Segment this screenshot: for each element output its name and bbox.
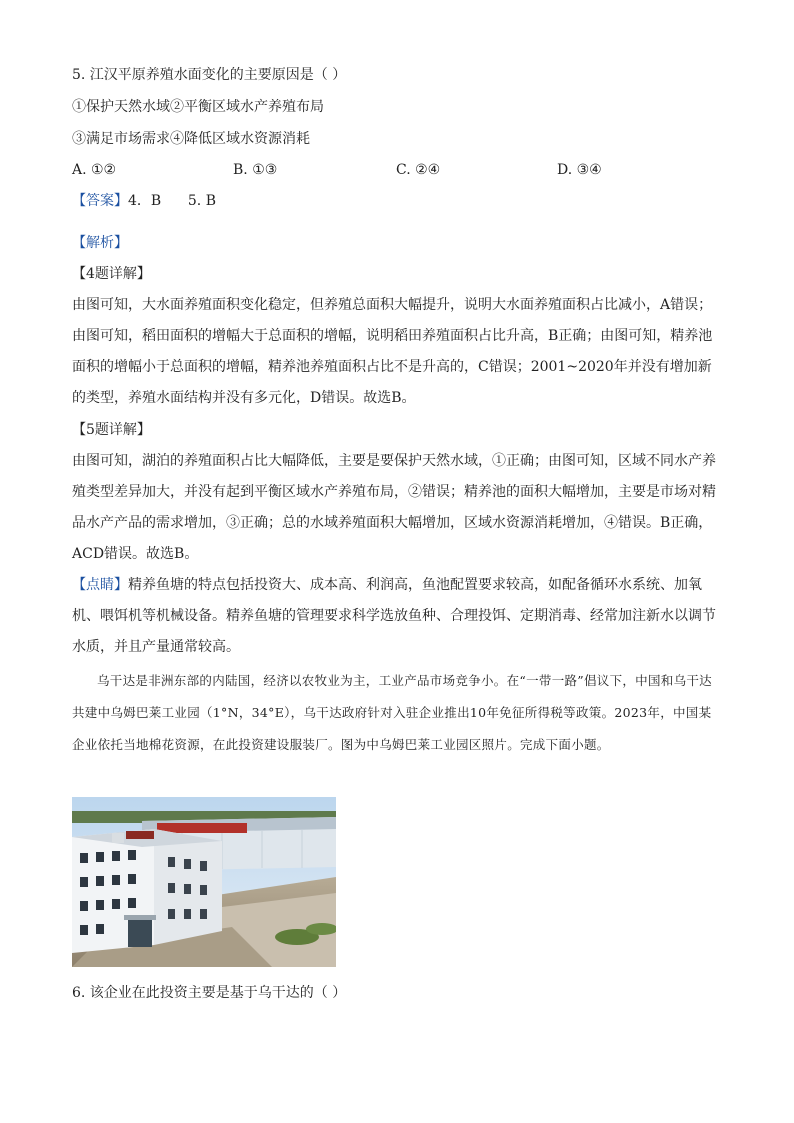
note-tag: 【点睛】 — [72, 577, 128, 593]
q5-choice-a: A. ①② — [72, 162, 117, 178]
q4-detail-text: 由图可知，大水面养殖面积变化稳定，但养殖总面积大幅提升，说明大水面养殖面积占比减小，A错误；由图可知，稻田面积的增幅大于总面积的增幅，说明稻田养殖面积占比升高，B正确；由图可知，精养池面积的增幅小于总面积的增幅，精养池养殖面积占比不是升高的，C错误；2001~2020年并没有增加新的类型，养殖水面结构并没有多元化，D错误。故选B。 — [72, 297, 713, 406]
answer-line — [72, 191, 216, 211]
q5-options-line1: ①保护天然水域②平衡区域水产养殖布局 — [72, 99, 324, 115]
q5-choice-b: B. ①③ — [233, 162, 278, 178]
q4-detail-heading: 【4题详解】 — [72, 266, 151, 282]
answer-tag: 【答案】 — [72, 193, 128, 209]
q5-detail-text: 由图可知，湖泊的养殖面积占比大幅降低，主要是要保护天然水域，①正确；由图可知，区域不同水产养殖类型差异加大，并没有起到平衡区域水产养殖布局，②错误；精养池的面积大幅增加，主要是市场对精品水产产品的需求增加，③正确；总的水域养殖面积大幅增加，区域水资源消耗增加，④错误。B正确，ACD错误。故选B。 — [72, 453, 716, 562]
q5-options-line2: ③满足市场需求④降低区域水资源消耗 — [72, 131, 310, 147]
industrial-park-photo — [72, 797, 336, 967]
material-text: 乌干达是非洲东部的内陆国，经济以农牧业为主，工业产品市场竞争小。在“一带一路”倡议下，中国和乌干达共建中乌姆巴莱工业园（1°N，34°E），乌干达政府针对入驻企业推出10年免征所得税等政策。2023年，中国某企业依托当地棉花资源，在此投资建设服装厂。图为中乌姆巴莱工业园区照片。完成下面小题。 — [72, 673, 712, 752]
q5-stem: 5. 江汉平原养殖水面变化的主要原因是（ ） — [72, 67, 347, 83]
answer-text: 4．B 5. B — [128, 193, 216, 209]
analysis-tag: 【解析】 — [72, 235, 128, 251]
q5-choice-d: D. ③④ — [557, 162, 602, 178]
q5-choice-c: C. ②④ — [396, 162, 441, 178]
note-text: 精养鱼塘的特点包括投资大、成本高、利润高，鱼池配置要求较高，如配备循环水系统、加氧机、喂饵机等机械设备。精养鱼塘的管理要求科学选放鱼种、合理投饵、定期消毒、经常加注新水以调节水质，并且产量通常较高。 — [72, 577, 716, 655]
q6-stem: 6. 该企业在此投资主要是基于乌干达的（ ） — [72, 985, 347, 1001]
note-block — [72, 570, 724, 663]
q5-detail-heading: 【5题详解】 — [72, 422, 151, 438]
material-paragraph — [72, 665, 724, 761]
